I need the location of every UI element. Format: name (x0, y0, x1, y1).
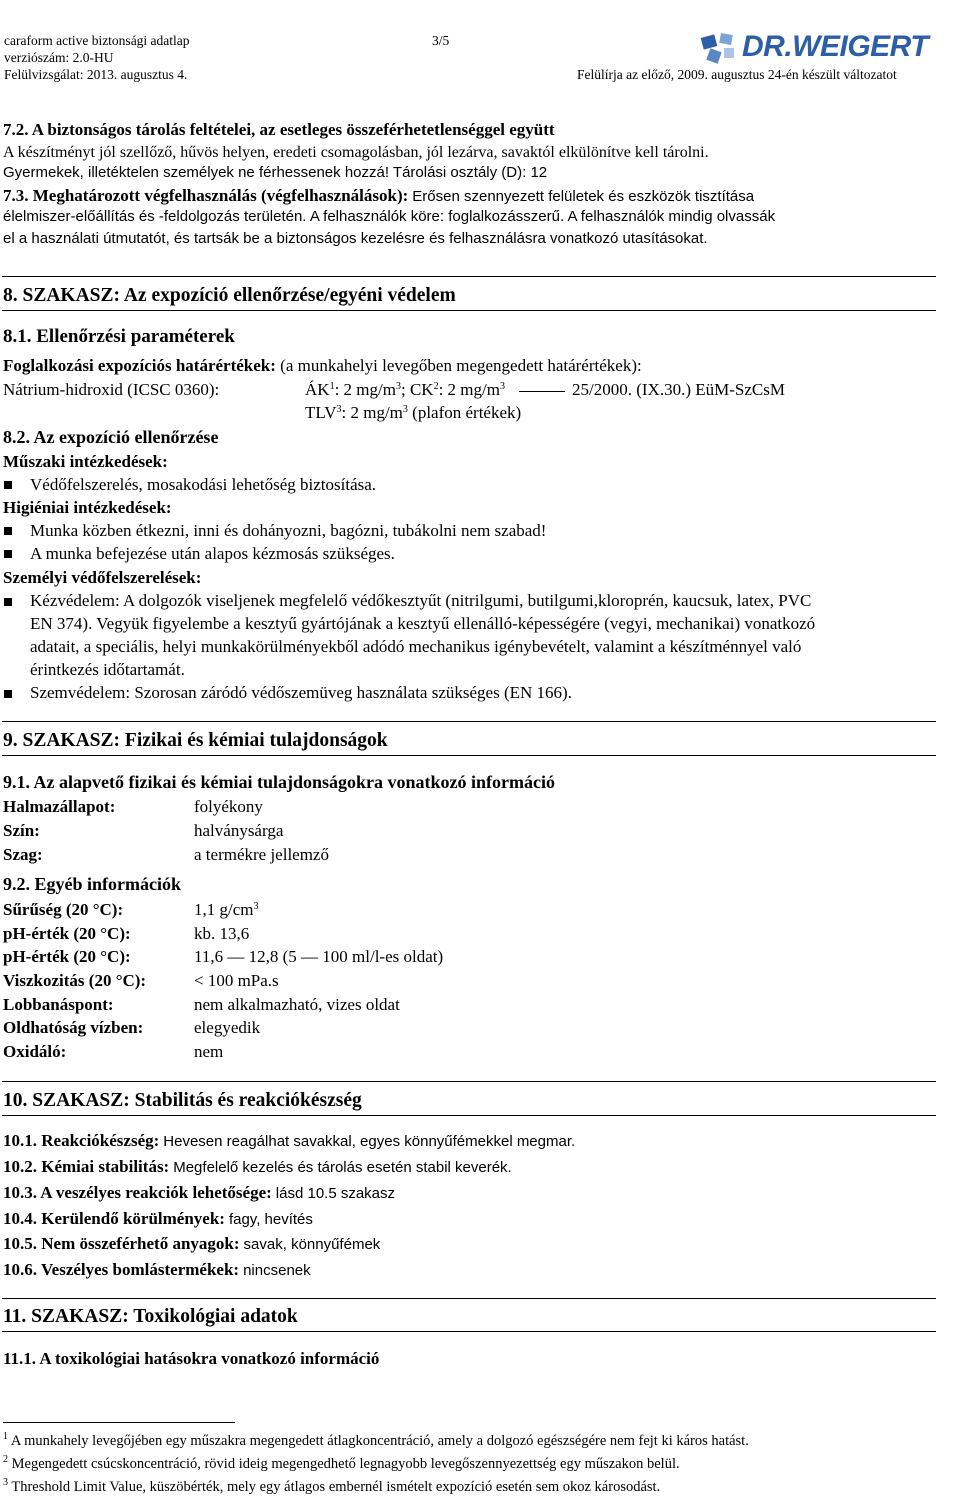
stability-item (3, 1131, 575, 1151)
text-7-3-line3: el a használati útmutatót, és tartsák be a biztonságos kezelésre és felhasználásra vonatkozó utasításokat. (3, 230, 708, 247)
heading-9-2: 9.2. Egyéb információk (3, 874, 181, 894)
footnote-text: Megengedett csúcskoncentráció, rövid ideig megengedhető legnagyobb levegőszennyezettség egy műszakon belül. (11, 1456, 680, 1472)
unit-exponent: 3 (402, 404, 408, 415)
tlv-value: : 2 mg/m (341, 403, 403, 422)
section-title-underline (2, 1331, 936, 1332)
property-value: a termékre jellemző (194, 845, 329, 864)
text-7-3-line2: élelmiszer-előállítás és -feldolgozás területén. A felhasználók köre: foglalkozásszerű. A felhasználók mindig olvassák (3, 208, 776, 225)
stability-item-label: 10.5. Nem összeférhető anyagok: (3, 1234, 240, 1253)
unit-exponent: 3 (499, 381, 505, 392)
property-value: folyékony (194, 797, 263, 816)
heading-8-2: 8.2. Az expozíció ellenőrzése (3, 427, 219, 447)
footnote (3, 1479, 660, 1496)
section-11-title: 11. SZAKASZ: Toxikológiai adatok (3, 1306, 298, 1327)
footnote (3, 1456, 680, 1473)
section-title-underline (2, 1115, 936, 1116)
heading-7-3: 7.3. Meghatározott végfelhasználás (végfelhasználások): (3, 186, 409, 205)
footnote-ref-2: 2 (433, 381, 439, 392)
limits-text: (a munkahelyi levegőben megengedett határértékek): (280, 356, 642, 375)
logo-text: DR.WEIGERT (742, 30, 929, 63)
heading-11-1: 11.1. A toxikológiai hatásokra vonatkozó információ (3, 1349, 380, 1368)
doc-title: caraform active biztonsági adatlap (4, 33, 190, 48)
property-value: nem alkalmazható, vizes oldat (194, 995, 400, 1014)
text-7-3-line1 (3, 186, 754, 206)
section-divider (2, 276, 936, 277)
regulation-ref: 25/2000. (IX.30.) EüM-SzCsM (572, 380, 785, 399)
ppe-label: Személyi védőfelszerelések: (3, 568, 202, 587)
heading-9-1: 9.1. Az alapvető fizikai és kémiai tulajdonságokra vonatkozó információ (3, 772, 555, 792)
hand-protection-line1: Kézvédelem: A dolgozók viseljenek megfelelő védőkesztyűt (nitrilgumi, butilgumi,kloroprén, kaucsuk, latex, PVC (30, 591, 812, 610)
unit-exponent: 3 (253, 901, 259, 912)
section-8-title: 8. SZAKASZ: Az expozíció ellenőrzése/egyéni védelem (3, 285, 456, 306)
hand-protection-line2: EN 374). Vegyük figyelembe a kesztyű gyártójának a kesztyű ellenálló-képességére (vegyi, mechanikai) vonatkozó (30, 614, 816, 633)
logo-mark-icon (700, 30, 740, 66)
property-value: elegyedik (194, 1018, 261, 1037)
property-label: pH-érték (20 °C): (3, 947, 131, 966)
property-value: kb. 13,6 (194, 924, 250, 943)
section-divider (2, 721, 936, 722)
dash-line (519, 391, 565, 392)
section-9-title: 9. SZAKASZ: Fizikai és kémiai tulajdonságok (3, 730, 388, 751)
stability-item-value: Megfelelő kezelés és tárolás esetén stabil keverék. (173, 1159, 512, 1176)
stability-item (3, 1183, 395, 1203)
property-label: Lobbanáspont: (3, 995, 114, 1014)
text-7-2-line1: A készítményt jól szellőző, hűvös helyen, eredeti csomagolásban, jól lezárva, savaktól elkülönítve kell tárolni. (3, 144, 709, 161)
hygiene-measure-2: A munka befejezése után alapos kézmosás szükséges. (30, 544, 395, 563)
stability-item (3, 1260, 311, 1280)
property-value: halványsárga (194, 821, 284, 840)
tech-measures-label: Műszaki intézkedések: (3, 452, 168, 471)
eye-protection: Szemvédelem: Szorosan záródó védőszemüveg használata szükséges (EN 166). (30, 683, 572, 702)
review-date: Felülvizsgálat: 2013. augusztus 4. (4, 67, 188, 82)
stability-item (3, 1209, 313, 1229)
company-logo (700, 28, 956, 68)
footnote-number: 3 (3, 1477, 8, 1488)
footnote-text: Threshold Limit Value, küszöbérték, mely egy átlagos embernél ismételt expozíció esetén sem okoz károsodást. (11, 1479, 661, 1495)
stability-item-value: Hevesen reagálhat savakkal, egyes könnyűfémekkel megmar. (163, 1133, 576, 1150)
property-value (194, 900, 259, 920)
bullet-icon (4, 527, 12, 535)
section-divider (2, 1298, 936, 1299)
text-7-3-part1: Erősen szennyezett felületek és eszközök tisztítása (412, 188, 755, 205)
section-title-underline (2, 310, 936, 311)
hygiene-label: Higiéniai intézkedések: (3, 498, 172, 517)
property-label: Szag: (3, 845, 43, 864)
property-label: Viszkozitás (20 °C): (3, 971, 147, 990)
ak-value: : 2 mg/m (334, 380, 396, 399)
limits-label: Foglalkozási expozíciós határértékek: (3, 356, 276, 375)
ck-label: ; CK (400, 380, 434, 399)
bullet-icon (4, 598, 12, 606)
stability-item-label: 10.2. Kémiai stabilitás: (3, 1157, 170, 1176)
stability-item-label: 10.4. Kerülendő körülmények: (3, 1209, 225, 1228)
stability-item-value: lásd 10.5 szakasz (275, 1185, 396, 1202)
substance-name: Nátrium-hidroxid (ICSC 0360): (3, 380, 220, 399)
stability-item-label: 10.6. Veszélyes bomlástermékek: (3, 1260, 240, 1279)
property-value: 11,6 — 12,8 (5 — 100 ml/l-es oldat) (194, 947, 444, 966)
heading-8-1: 8.1. Ellenőrzési paraméterek (3, 326, 235, 347)
bullet-icon (4, 550, 12, 558)
property-label: Oxidáló: (3, 1042, 67, 1061)
tlv-tail: (plafon értékek) (407, 403, 522, 422)
tlv-line (305, 403, 521, 423)
bullet-icon (4, 481, 12, 489)
hygiene-measure-1: Munka közben étkezni, inni és dohányozni, bagózni, tubákolni nem szabad! (30, 521, 547, 540)
stability-item-value: savak, könnyűfémek (243, 1236, 381, 1253)
property-label: pH-érték (20 °C): (3, 924, 131, 943)
footnote-number: 2 (3, 1454, 8, 1465)
hand-protection-line3: adatait, a speciális, helyi munkakörülményekből adódó mechanikus igénybevételt, valamint a készítménnyel való (30, 637, 802, 656)
stability-item-label: 10.3. A veszélyes reakciók lehetősége: (3, 1183, 272, 1202)
ak-label: ÁK (305, 380, 330, 399)
ck-value: : 2 mg/m (438, 380, 500, 399)
footnote-ref-3: 3 (336, 404, 342, 415)
stability-item (3, 1157, 512, 1177)
property-label: Szín: (3, 821, 40, 840)
footnote-ref-1: 1 (329, 381, 335, 392)
supersedes-note: Felülírja az előző, 2009. augusztus 24-én készült változatot (577, 67, 897, 82)
density-value: 1,1 g/cm (194, 900, 254, 919)
footnote (3, 1433, 749, 1450)
version-label: verziószám: 2.0-HU (4, 50, 114, 65)
page-number: 3/5 (432, 33, 450, 48)
bullet-icon (4, 690, 12, 698)
section-10-title: 10. SZAKASZ: Stabilitás és reakciókészség (3, 1090, 362, 1111)
section-divider (2, 1081, 936, 1082)
property-label: Halmazállapot: (3, 797, 116, 816)
tlv-label: TLV (305, 403, 337, 422)
section-title-underline (2, 755, 936, 756)
footnote-number: 1 (3, 1431, 8, 1442)
text-7-2-line2: Gyermekek, illetéktelen személyek ne férhessenek hozzá! Tárolási osztály (D): 12 (3, 164, 548, 181)
footnote-text: A munkahely levegőjében egy műszakra megengedett átlagkoncentráció, amely a dolgozó egészségére nem fejt ki káros hatást. (10, 1433, 749, 1449)
stability-item-value: nincsenek (243, 1262, 311, 1279)
tech-measure-1: Védőfelszerelés, mosakodási lehetőség biztosítása. (30, 475, 377, 494)
stability-item-label: 10.1. Reakciókészség: (3, 1131, 160, 1150)
heading-7-2: 7.2. A biztonságos tárolás feltételei, az esetleges összeférhetetlenséggel együtt (3, 120, 555, 139)
stability-item-value: fagy, hevítés (228, 1211, 313, 1228)
stability-item (3, 1234, 380, 1254)
hand-protection-line4: érintkezés időtartamát. (30, 660, 185, 679)
footnote-separator (3, 1422, 235, 1423)
property-value: < 100 mPa.s (194, 971, 279, 990)
property-label: Oldhatóság vízben: (3, 1018, 144, 1037)
limits-line (3, 356, 642, 376)
unit-exponent: 3 (395, 381, 401, 392)
property-label: Sűrűség (20 °C): (3, 900, 124, 919)
property-value: nem (194, 1042, 224, 1061)
exposure-limits (305, 380, 505, 400)
